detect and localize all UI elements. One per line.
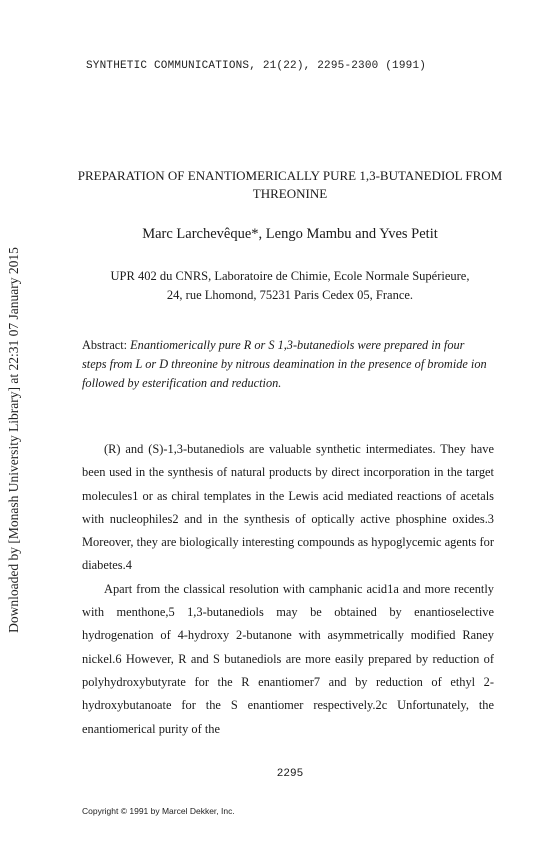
- journal-header: SYNTHETIC COMMUNICATIONS, 21(22), 2295-2300 (1991): [86, 60, 427, 72]
- abstract-label: Abstract:: [82, 338, 128, 352]
- download-watermark: [6, 240, 22, 640]
- download-watermark-text: Downloaded by [Monash University Library] at 22:31 07 January 2015: [6, 247, 21, 633]
- abstract-text: Enantiomerically pure R or S 1,3-butanediols were prepared in four steps from L or D threonine by nitrous deamination in the presence of bromide ion followed by esterification and reduction.: [82, 338, 487, 390]
- affiliation-line-1: UPR 402 du CNRS, Laboratoire de Chimie, Ecole Normale Supérieure,: [110, 269, 470, 283]
- copyright-notice: Copyright © 1991 by Marcel Dekker, Inc.: [82, 806, 235, 816]
- body-paragraph-2: Apart from the classical resolution with camphanic acid1a and more recently with menthone,5 1,3-butanediols may be obtained by enantioselective hydrogenation of 4-hydroxy 2-butanone with asymmetrically modified Raney nickel.6 However, R and S butanediols are more easily prepared by reduction of polyhydroxybutyrate for the R enantiomer7 and by reduction of ethyl 2-hydroxybutanoate for the S enantiomer respectively.2c Unfortunately, the enantiomerical purity of the: [82, 581, 494, 736]
- body-paragraph-1: (R) and (S)-1,3-butanediols are valuable synthetic intermediates. They have been used in the synthesis of natural products by direct incorporation in the target molecules1 or as chiral templates in the Lewis acid mediated reactions of acetals with nucleophiles2 and in the synthesis of optically active phosphine oxides.3 Moreover, they are biologically interesting compounds as hypoglycemic agents for diabetes.4: [82, 442, 494, 573]
- affiliation-line-2: 24, rue Lhomond, 75231 Paris Cedex 05, France.: [166, 288, 414, 302]
- page-number: 2295: [276, 768, 304, 780]
- article-title: PREPARATION OF ENANTIOMERICALLY PURE 1,3-BUTANEDIOL FROM THREONINE: [77, 168, 503, 201]
- authors: Marc Larchevêque*, Lengo Mambu and Yves Petit: [142, 226, 438, 242]
- affiliation: [40, 267, 540, 305]
- body-text: [82, 438, 494, 741]
- abstract: [82, 336, 492, 393]
